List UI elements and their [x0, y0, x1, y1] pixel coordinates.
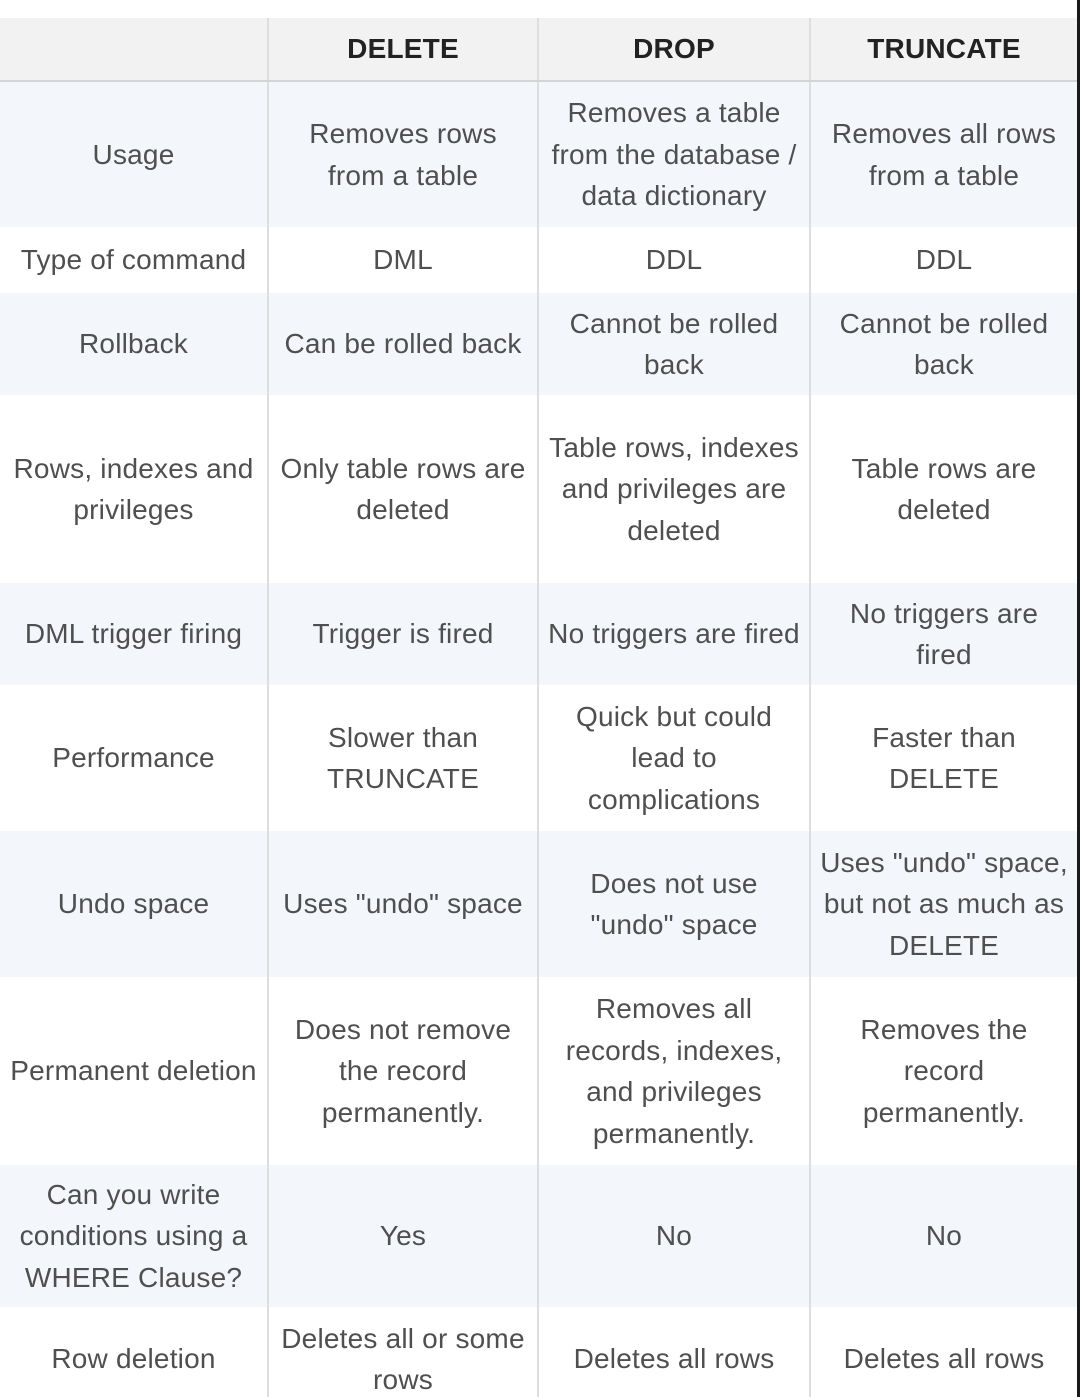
- cell-drop: Does not use "undo" space: [538, 831, 810, 977]
- cell-drop: No: [538, 1165, 810, 1307]
- cell-truncate: Deletes all rows: [810, 1307, 1078, 1397]
- comparison-table: [0, 18, 1079, 1397]
- cell-delete: Can be rolled back: [268, 293, 538, 395]
- cell-truncate: Table rows are deleted: [810, 395, 1078, 583]
- cell-delete: Only table rows are deleted: [268, 395, 538, 583]
- header-truncate: TRUNCATE: [810, 18, 1078, 81]
- table-row: [0, 1307, 1078, 1397]
- cell-truncate: No triggers are fired: [810, 583, 1078, 685]
- cell-truncate: DDL: [810, 227, 1078, 293]
- cell-truncate: Uses "undo" space, but not as much as DELETE: [810, 831, 1078, 977]
- cell-truncate: Removes all rows from a table: [810, 81, 1078, 227]
- table-row: [0, 227, 1078, 293]
- table-row: [0, 293, 1078, 395]
- cell-drop: Removes a table from the database / data dictionary: [538, 81, 810, 227]
- cell-truncate: Removes the record permanently.: [810, 977, 1078, 1165]
- cell-drop: Quick but could lead to complications: [538, 685, 810, 831]
- row-label: Usage: [0, 81, 268, 227]
- cell-delete: DML: [268, 227, 538, 293]
- cell-delete: Uses "undo" space: [268, 831, 538, 977]
- table-row: [0, 977, 1078, 1165]
- cell-drop: Deletes all rows: [538, 1307, 810, 1397]
- cell-truncate: No: [810, 1165, 1078, 1307]
- cell-truncate: Cannot be rolled back: [810, 293, 1078, 395]
- top-margin: [0, 0, 1080, 20]
- row-label: Can you write conditions using a WHERE Clause?: [0, 1165, 268, 1307]
- table-row: [0, 831, 1078, 977]
- table-row: [0, 685, 1078, 831]
- cell-delete: Removes rows from a table: [268, 81, 538, 227]
- table-row: [0, 1165, 1078, 1307]
- cell-truncate: Faster than DELETE: [810, 685, 1078, 831]
- header-drop: DROP: [538, 18, 810, 81]
- header-row: [0, 18, 1078, 81]
- cell-drop: DDL: [538, 227, 810, 293]
- row-label: Rollback: [0, 293, 268, 395]
- row-label: Permanent deletion: [0, 977, 268, 1165]
- row-label: Performance: [0, 685, 268, 831]
- cell-drop: No triggers are fired: [538, 583, 810, 685]
- row-label: Type of command: [0, 227, 268, 293]
- cell-delete: Trigger is fired: [268, 583, 538, 685]
- row-label: Row deletion: [0, 1307, 268, 1397]
- header-delete: DELETE: [268, 18, 538, 81]
- table-row: [0, 395, 1078, 583]
- cell-delete: Yes: [268, 1165, 538, 1307]
- cell-drop: Cannot be rolled back: [538, 293, 810, 395]
- cell-delete: Slower than TRUNCATE: [268, 685, 538, 831]
- table-row: [0, 81, 1078, 227]
- table-row: [0, 583, 1078, 685]
- cell-drop: Table rows, indexes and privileges are deleted: [538, 395, 810, 583]
- header-corner: [0, 18, 268, 81]
- row-label: Rows, indexes and privileges: [0, 395, 268, 583]
- row-label: DML trigger firing: [0, 583, 268, 685]
- cell-delete: Deletes all or some rows: [268, 1307, 538, 1397]
- row-label: Undo space: [0, 831, 268, 977]
- cell-drop: Removes all records, indexes, and privileges permanently.: [538, 977, 810, 1165]
- cell-delete: Does not remove the record permanently.: [268, 977, 538, 1165]
